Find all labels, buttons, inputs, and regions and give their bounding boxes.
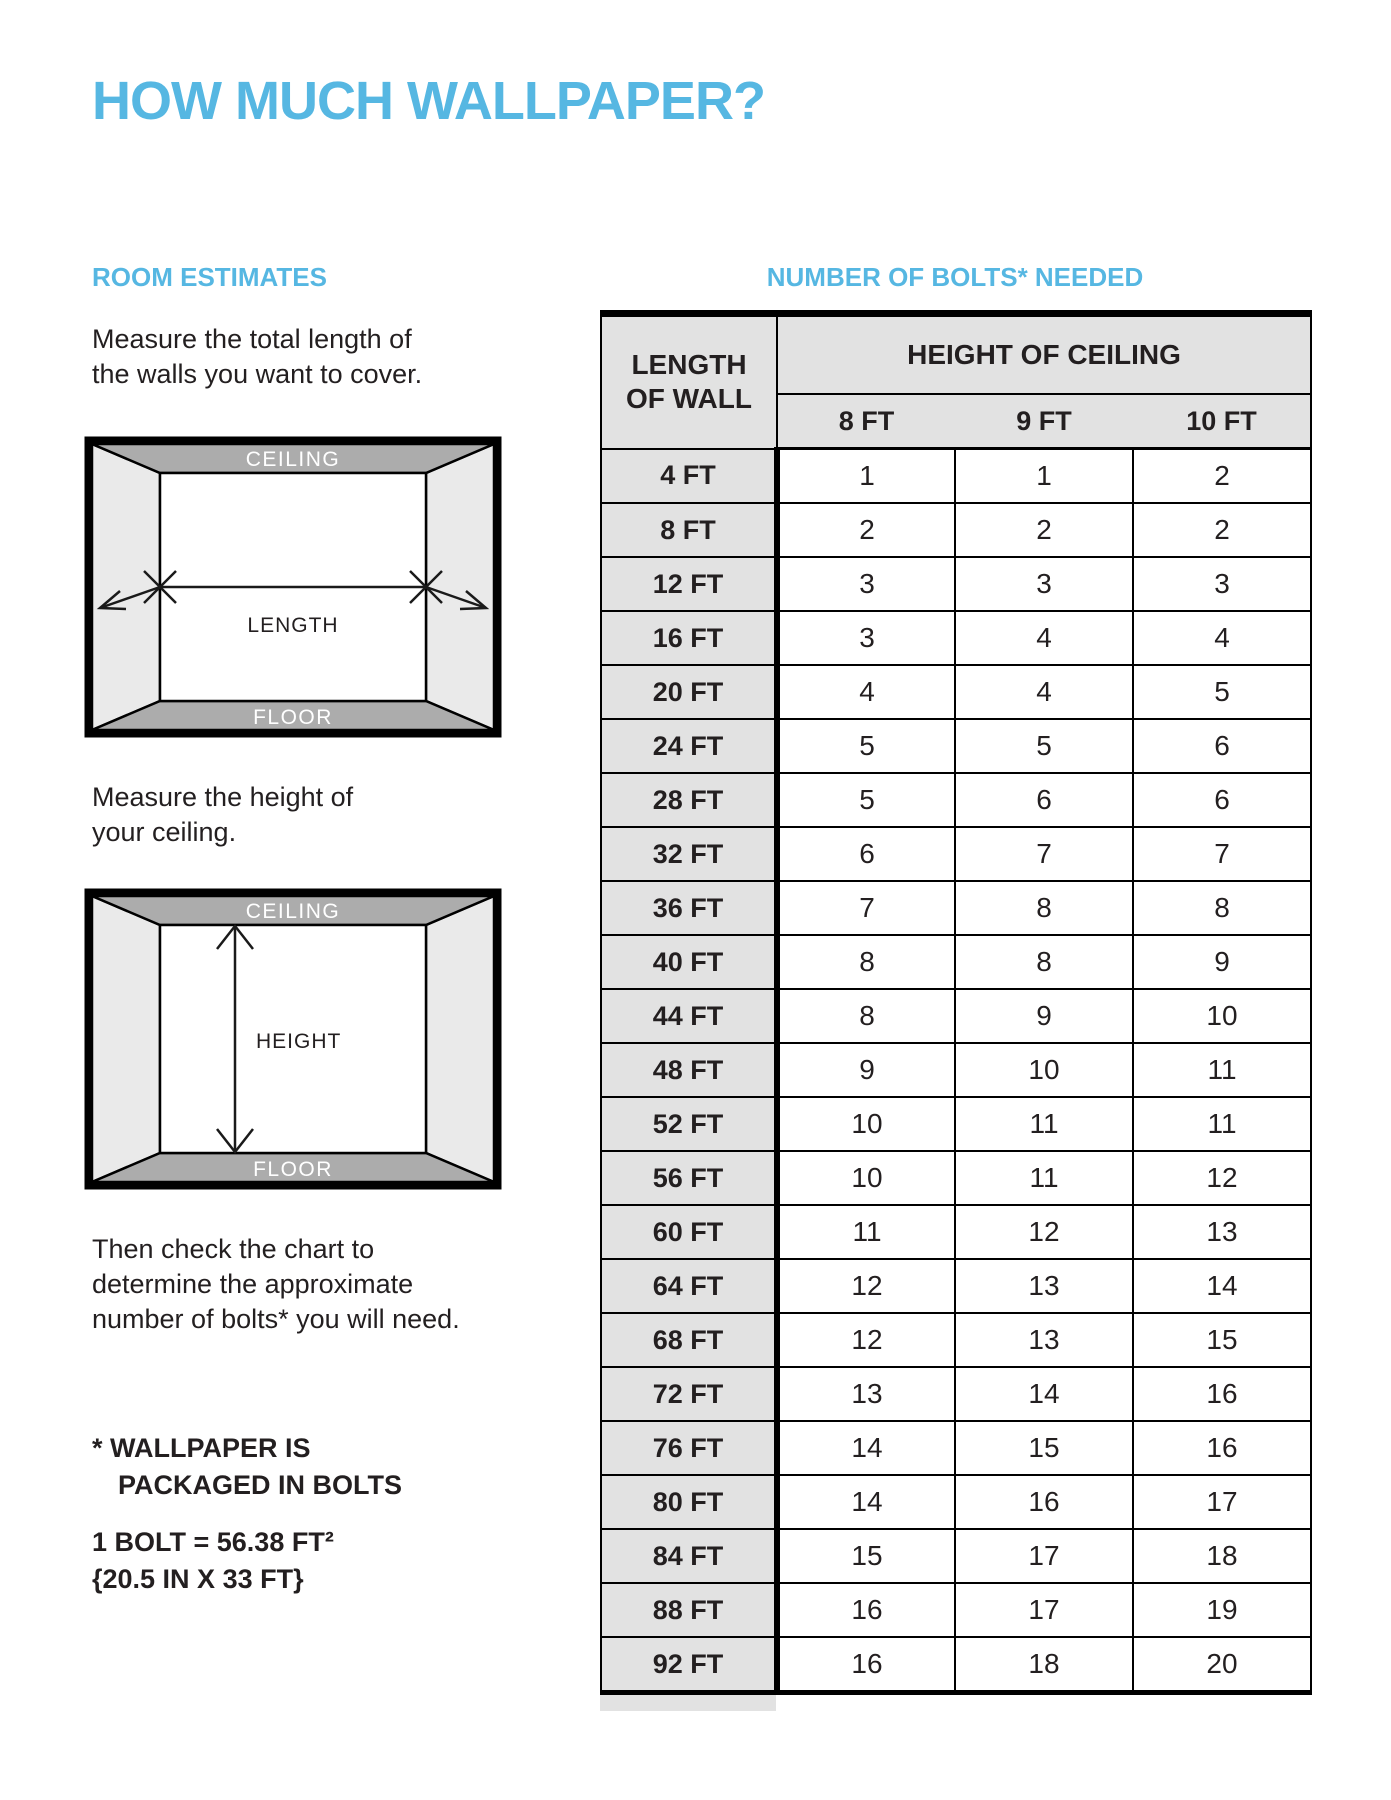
text-line: your ceiling.	[92, 817, 237, 847]
bolt-count-cell: 16	[777, 1583, 955, 1637]
table-row	[601, 557, 1311, 611]
bolt-count-cell: 11	[955, 1097, 1133, 1151]
room-estimates-heading: ROOM ESTIMATES	[92, 262, 327, 292]
row-header-line1: LENGTH	[631, 349, 747, 381]
bolt-count-cell: 9	[1133, 935, 1311, 989]
bolt-count-cell: 2	[1133, 503, 1311, 557]
bolt-count-cell: 5	[777, 773, 955, 827]
bolt-count-cell: 3	[1133, 557, 1311, 611]
bolt-count-cell: 7	[955, 827, 1133, 881]
bolt-count-cell: 14	[955, 1367, 1133, 1421]
wall-length-cell: 56 FT	[601, 1151, 777, 1205]
right-wall	[426, 444, 494, 730]
table-row	[601, 1205, 1311, 1259]
text-line: 1 BOLT = 56.38 FT²	[92, 1527, 334, 1557]
floor-label: FLOOR	[253, 1158, 333, 1181]
table-row	[601, 611, 1311, 665]
bolts-table-head	[601, 314, 1311, 449]
wall-length-cell: 68 FT	[601, 1313, 777, 1367]
table-row	[601, 1421, 1311, 1475]
bolts-table-body	[601, 449, 1311, 1693]
wall-length-cell: 72 FT	[601, 1367, 777, 1421]
bolt-count-cell: 15	[955, 1421, 1133, 1475]
table-row	[601, 773, 1311, 827]
table-row	[601, 1367, 1311, 1421]
height-of-ceiling-header: HEIGHT OF CEILING	[777, 314, 1311, 395]
wall-length-cell: 52 FT	[601, 1097, 777, 1151]
bolt-count-cell: 18	[1133, 1529, 1311, 1583]
wall-length-cell: 92 FT	[601, 1637, 777, 1693]
row-header-line2: OF WALL	[626, 383, 752, 415]
table-row	[601, 1313, 1311, 1367]
floor-label: FLOOR	[253, 706, 333, 729]
bolt-count-cell: 9	[777, 1043, 955, 1097]
table-row	[601, 881, 1311, 935]
ceiling-label: CEILING	[245, 448, 341, 471]
bolt-count-cell: 10	[777, 1097, 955, 1151]
table-row	[601, 989, 1311, 1043]
wall-length-cell: 36 FT	[601, 881, 777, 935]
text-line: Then check the chart to	[92, 1234, 375, 1264]
room-length-diagram-svg	[84, 436, 502, 738]
table-row	[601, 1097, 1311, 1151]
bolt-count-cell: 16	[955, 1475, 1133, 1529]
room-length-diagram	[84, 436, 502, 743]
text-line: the walls you want to cover.	[92, 359, 423, 389]
bolt-count-cell: 13	[955, 1259, 1133, 1313]
length-label: LENGTH	[247, 614, 339, 637]
table-row	[601, 827, 1311, 881]
bolt-count-cell: 16	[777, 1637, 955, 1693]
bolt-count-cell: 4	[955, 611, 1133, 665]
bolt-count-cell: 16	[1133, 1421, 1311, 1475]
wall-length-cell: 64 FT	[601, 1259, 777, 1313]
text-line: determine the approximate	[92, 1269, 414, 1299]
bolts-table-section	[600, 310, 1310, 1711]
text-line: number of bolts* you will need.	[92, 1304, 460, 1334]
table-row	[601, 1583, 1311, 1637]
bolt-count-cell: 6	[955, 773, 1133, 827]
bolts-needed-heading: NUMBER OF BOLTS* NEEDED	[766, 262, 1144, 292]
text-line: PACKAGED IN BOLTS	[118, 1470, 403, 1500]
bolt-count-cell: 17	[955, 1529, 1133, 1583]
bolt-count-cell: 6	[1133, 719, 1311, 773]
table-row	[601, 1259, 1311, 1313]
wall-length-cell: 80 FT	[601, 1475, 777, 1529]
bolt-count-cell: 4	[1133, 611, 1311, 665]
wall-length-cell: 16 FT	[601, 611, 777, 665]
bolt-count-cell: 3	[777, 557, 955, 611]
bolt-count-cell: 11	[777, 1205, 955, 1259]
bolt-count-cell: 10	[1133, 989, 1311, 1043]
bolt-count-cell: 14	[1133, 1259, 1311, 1313]
bolt-count-cell: 17	[1133, 1475, 1311, 1529]
bolt-count-cell: 6	[1133, 773, 1311, 827]
bolt-count-cell: 15	[1133, 1313, 1311, 1367]
bolt-count-cell: 8	[777, 935, 955, 989]
bolt-count-cell: 3	[955, 557, 1133, 611]
bolt-count-cell: 10	[777, 1151, 955, 1205]
bolt-count-cell: 13	[1133, 1205, 1311, 1259]
room-height-diagram-svg	[84, 888, 502, 1190]
row-header-cell	[601, 314, 777, 449]
bolt-count-cell: 2	[777, 503, 955, 557]
bolt-count-cell: 3	[777, 611, 955, 665]
bolt-count-cell: 5	[1133, 665, 1311, 719]
page-title: HOW MUCH WALLPAPER?	[92, 71, 765, 131]
bolt-count-cell: 8	[777, 989, 955, 1043]
table-row	[601, 1637, 1311, 1693]
bolt-count-cell: 7	[1133, 827, 1311, 881]
bolt-count-cell: 6	[777, 827, 955, 881]
wall-length-cell: 20 FT	[601, 665, 777, 719]
bolt-count-cell: 8	[1133, 881, 1311, 935]
height-label: HEIGHT	[256, 1030, 342, 1053]
table-footer-stub	[600, 1695, 776, 1711]
bolt-count-cell: 11	[1133, 1043, 1311, 1097]
step1-text	[92, 322, 422, 392]
bolt-count-cell: 17	[955, 1583, 1133, 1637]
bolt-count-cell: 12	[955, 1205, 1133, 1259]
wall-length-cell: 88 FT	[601, 1583, 777, 1637]
bolt-count-cell: 15	[777, 1529, 955, 1583]
wall-length-cell: 12 FT	[601, 557, 777, 611]
text-line: {20.5 IN X 33 FT}	[92, 1564, 304, 1594]
wall-length-cell: 44 FT	[601, 989, 777, 1043]
right-wall	[426, 896, 494, 1182]
bolt-count-cell: 5	[777, 719, 955, 773]
bolt-count-cell: 5	[955, 719, 1133, 773]
bolt-count-cell: 2	[955, 503, 1133, 557]
bolt-count-cell: 13	[955, 1313, 1133, 1367]
bolt-count-cell: 7	[777, 881, 955, 935]
bolt-count-cell: 14	[777, 1475, 955, 1529]
bolt-count-cell: 18	[955, 1637, 1133, 1693]
wall-length-cell: 32 FT	[601, 827, 777, 881]
bolt-count-cell: 2	[1133, 449, 1311, 504]
table-row	[601, 719, 1311, 773]
wall-length-cell: 8 FT	[601, 503, 777, 557]
col-header-9ft: 9 FT	[955, 394, 1133, 449]
text-line: Measure the height of	[92, 782, 354, 812]
table-row	[601, 503, 1311, 557]
bolt-count-cell: 1	[955, 449, 1133, 504]
ceiling-label: CEILING	[245, 900, 341, 923]
wall-length-cell: 76 FT	[601, 1421, 777, 1475]
col-header-10ft: 10 FT	[1133, 394, 1311, 449]
bolt-count-cell: 13	[777, 1367, 955, 1421]
bolt-count-cell: 12	[1133, 1151, 1311, 1205]
table-row	[601, 1529, 1311, 1583]
table-row	[601, 665, 1311, 719]
col-header-8ft: 8 FT	[777, 394, 955, 449]
table-row	[601, 1475, 1311, 1529]
room-height-diagram	[84, 888, 502, 1195]
table-row	[601, 449, 1311, 504]
bolt-count-cell: 11	[1133, 1097, 1311, 1151]
bolt-equation	[92, 1524, 334, 1598]
bolt-count-cell: 8	[955, 881, 1133, 935]
bolt-count-cell: 12	[777, 1313, 955, 1367]
wall-length-cell: 28 FT	[601, 773, 777, 827]
text-line: * WALLPAPER IS	[92, 1433, 311, 1463]
bolt-count-cell: 19	[1133, 1583, 1311, 1637]
wall-length-cell: 4 FT	[601, 449, 777, 504]
left-wall	[92, 896, 160, 1182]
table-row	[601, 935, 1311, 989]
bolt-count-cell: 11	[955, 1151, 1133, 1205]
bolt-count-cell: 14	[777, 1421, 955, 1475]
bolts-table	[600, 310, 1312, 1695]
step3-text	[92, 1232, 460, 1337]
bolt-count-cell: 8	[955, 935, 1133, 989]
bolts-footnote	[92, 1430, 402, 1504]
wall-length-cell: 40 FT	[601, 935, 777, 989]
table-row	[601, 1043, 1311, 1097]
bolt-count-cell: 9	[955, 989, 1133, 1043]
table-row	[601, 1151, 1311, 1205]
wall-length-cell: 48 FT	[601, 1043, 777, 1097]
bolt-count-cell: 20	[1133, 1637, 1311, 1693]
bolt-count-cell: 12	[777, 1259, 955, 1313]
bolt-count-cell: 16	[1133, 1367, 1311, 1421]
bolt-count-cell: 1	[777, 449, 955, 504]
wall-length-cell: 84 FT	[601, 1529, 777, 1583]
bolt-count-cell: 10	[955, 1043, 1133, 1097]
wall-length-cell: 24 FT	[601, 719, 777, 773]
text-line: Measure the total length of	[92, 324, 412, 354]
left-wall	[92, 444, 160, 730]
bolt-count-cell: 4	[777, 665, 955, 719]
step2-text	[92, 780, 353, 850]
bolt-count-cell: 4	[955, 665, 1133, 719]
wall-length-cell: 60 FT	[601, 1205, 777, 1259]
